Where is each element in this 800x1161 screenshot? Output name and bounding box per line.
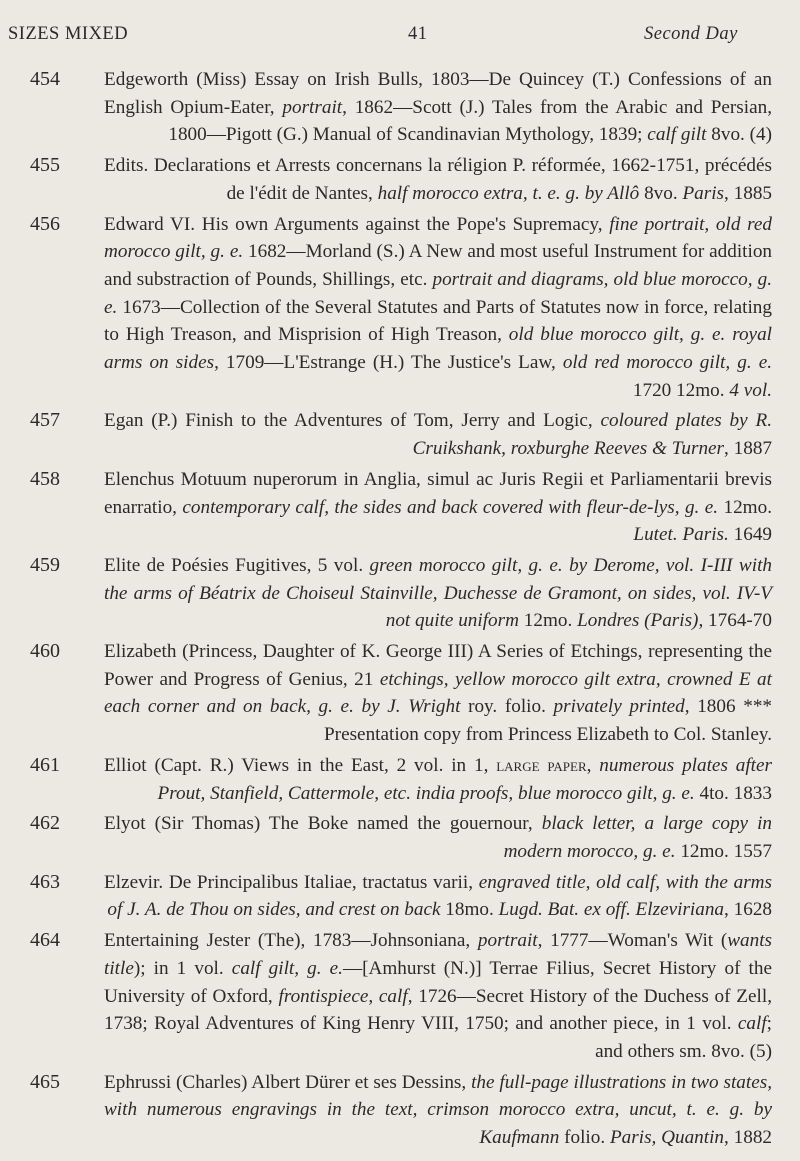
- description-text: Elenchus Motuum nuperorum in Anglia, simul ac Juris Regii et Parliamentarii brevis enarratio,: [104, 468, 772, 518]
- description-text: ; and others sm. 8vo. (5): [595, 1013, 772, 1062]
- description-text: half morocco extra, t. e. g. by Allô: [377, 182, 640, 204]
- description-text: , 1726—Secret History of the Duchess of Zell, 1738; Royal Adventures of King Henry VIII, 1750; and another piece, in 1 vol.: [104, 985, 772, 1035]
- description-text: 4 vol.: [729, 379, 772, 401]
- lot-entry: [0, 927, 800, 1066]
- description-text: folio.: [559, 1127, 610, 1149]
- lot-description: [104, 810, 772, 865]
- description-text: Elyot (Sir Thomas) The Boke named the gouernour,: [104, 813, 542, 835]
- description-text: privately printed: [553, 696, 685, 718]
- lot-number: 464: [30, 929, 60, 952]
- lot-entry: [0, 466, 800, 549]
- description-text: large paper: [496, 754, 587, 776]
- lot-number: 460: [30, 640, 60, 663]
- description-text: portrait: [282, 96, 343, 118]
- description-text: 1649: [728, 524, 772, 546]
- lot-list: [0, 66, 800, 1155]
- description-text: Lutet. Paris.: [633, 524, 729, 546]
- lot-entry: [0, 1069, 800, 1152]
- lot-entry: [0, 552, 800, 635]
- lot-description: [104, 66, 772, 149]
- description-text: 1673—Collection of the Several Statutes and Parts of Statutes now in force, relating to High Treason, and Misprision of High Treason,: [104, 296, 772, 346]
- lot-description: [104, 466, 772, 549]
- description-text: Paris, Quantin: [609, 1127, 725, 1149]
- description-text: , 1885: [724, 182, 772, 204]
- lot-entry: [0, 869, 800, 924]
- lot-entry: [0, 152, 800, 207]
- description-text: Elizabeth (Princess, Daughter of K. George III) A Series of Etchings, representing the Power and Progress of Genius, 21: [104, 641, 772, 690]
- description-text: 12mo.: [518, 610, 578, 632]
- description-text: roy. folio.: [460, 696, 554, 718]
- lot-entry: [0, 638, 800, 749]
- description-text: 1682—Morland (S.) A New and most useful Instrument for addition and substraction of Pounds, Shillings, etc.: [104, 241, 773, 290]
- description-text: Egan (P.) Finish to the Adventures of Tom, Jerry and Logic,: [104, 410, 601, 432]
- description-text: Entertaining Jester (The), 1783—Johnsoniana,: [104, 930, 478, 952]
- lot-description: [104, 869, 772, 924]
- header-section-label: SIZES MIXED: [8, 24, 129, 44]
- description-text: the full-page illustrations in two states, with numerous engravings in the text, crimson morocco extra, uncut, t. e. g. by Kaufmann: [104, 1071, 772, 1149]
- lot-description: [104, 1069, 772, 1152]
- page-number: 41: [408, 24, 428, 44]
- description-text: 12mo. 1557: [675, 840, 772, 862]
- description-text: Edward VI. His own Arguments against the Pope's Supremacy,: [104, 213, 610, 235]
- description-text: green morocco gilt, g. e. by Derome, vol. I-III with the arms of Béatrix de Choiseul Stainville, Duchesse de Gramont, on sides, vol. IV-V not quite uniform: [104, 554, 772, 632]
- lot-number: 457: [30, 409, 60, 432]
- description-text: calf: [737, 1013, 767, 1035]
- description-text: numerous plates after Prout, Stanfield, Cattermole, etc. india proofs, blue morocco gilt, g. e.: [157, 754, 772, 804]
- lot-number: 456: [30, 212, 60, 235]
- description-text: Reeves & Turner: [594, 438, 725, 460]
- lot-entry: [0, 752, 800, 807]
- description-text: engraved title, old calf, with the arms of J. A. de Thou on sides, and crest on back: [107, 871, 773, 921]
- description-text: old red morocco gilt, g. e.: [562, 352, 773, 374]
- lot-description: [104, 927, 772, 1066]
- description-text: frontispiece, calf: [278, 985, 408, 1007]
- description-text: , 1882: [724, 1127, 772, 1149]
- description-text: Elliot (Capt. R.) Views in the East, 2 vol. in 1,: [104, 754, 497, 776]
- description-text: fine portrait, old red morocco gilt, g. e.: [104, 213, 772, 263]
- page-header: [0, 24, 800, 54]
- lot-entry: [0, 211, 800, 405]
- lot-description: [104, 552, 772, 635]
- lot-number: 465: [30, 1070, 60, 1093]
- lot-entry: [0, 66, 800, 149]
- lot-number: 455: [30, 154, 60, 177]
- description-text: 8vo. (4): [706, 124, 772, 146]
- description-text: , 1862—Scott (J.) Tales from the Arabic and Persian, 1800—Pigott (G.) Manual of Scandinavian Mythology, 1839;: [168, 96, 773, 146]
- description-text: , 1777—Woman's Wit (: [537, 930, 728, 952]
- lot-number: 458: [30, 467, 60, 490]
- lot-description: [104, 752, 772, 807]
- description-text: Edgeworth (Miss) Essay on Irish Bulls, 1803—De Quincey (T.) Confessions of an English Opium-Eater,: [104, 69, 772, 118]
- header-day-label: Second Day: [644, 24, 738, 44]
- description-text: , 1764-70: [698, 610, 772, 632]
- description-text: ); in 1 vol.: [133, 957, 232, 979]
- description-text: black letter, a large copy in modern morocco, g. e.: [503, 813, 772, 862]
- lot-number: 462: [30, 812, 60, 835]
- description-text: coloured plates by R. Cruikshank, roxburghe: [412, 410, 772, 460]
- description-text: , 1806 *** Presentation copy from Princess Elizabeth to Col. Stanley.: [324, 696, 773, 746]
- description-text: Paris: [682, 182, 725, 204]
- description-text: , 1887: [724, 438, 772, 460]
- lot-number: 463: [30, 870, 60, 893]
- lot-number: 461: [30, 753, 60, 776]
- description-text: 1720 12mo.: [632, 379, 730, 401]
- lot-number: 459: [30, 553, 60, 576]
- description-text: Elite de Poésies Fugitives, 5 vol.: [104, 554, 370, 576]
- lot-description: [104, 211, 772, 405]
- description-text: calf gilt, g. e.: [231, 957, 343, 979]
- description-text: 18mo.: [440, 899, 499, 921]
- description-text: Edits. Declarations et Arrests concernans la réligion P. réformée, 1662-1751, précédés de l'édit de Nantes,: [104, 155, 772, 204]
- description-text: calf gilt: [647, 124, 707, 146]
- description-text: 12mo.: [718, 496, 772, 518]
- lot-description: [104, 407, 772, 462]
- description-text: Ephrussi (Charles) Albert Dürer et ses Dessins,: [104, 1071, 472, 1093]
- lot-entry: [0, 810, 800, 865]
- description-text: , 1709—L'Estrange (H.) The Justice's Law,: [214, 352, 563, 374]
- description-text: wants title: [104, 930, 773, 979]
- description-text: 8vo.: [639, 182, 683, 204]
- description-text: portrait and diagrams, old blue morocco, g. e.: [104, 268, 772, 318]
- description-text: 4to. 1833: [694, 782, 772, 804]
- description-text: portrait: [477, 930, 538, 952]
- lot-description: [104, 638, 772, 749]
- description-text: Elzevir. De Principalibus Italiae, tractatus varii,: [104, 871, 479, 893]
- description-text: Londres (Paris): [577, 610, 699, 632]
- description-text: , 1628: [724, 899, 772, 921]
- description-text: old blue morocco gilt, g. e. royal arms on sides: [104, 324, 772, 374]
- description-text: Lugd. Bat. ex off. Elzeviriana: [498, 899, 725, 921]
- description-text: ,: [586, 754, 600, 776]
- description-text: —[Amhurst (N.)] Terrae Filius, Secret History of the University of Oxford,: [104, 957, 772, 1007]
- lot-description: [104, 152, 772, 207]
- lot-number: 454: [30, 68, 60, 90]
- lot-entry: [0, 407, 800, 462]
- description-text: contemporary calf, the sides and back covered with fleur-de-lys, g. e.: [182, 496, 719, 518]
- description-text: etchings, yellow morocco gilt extra, crowned E at each corner and on back, g. e. by J. Wright: [104, 668, 772, 718]
